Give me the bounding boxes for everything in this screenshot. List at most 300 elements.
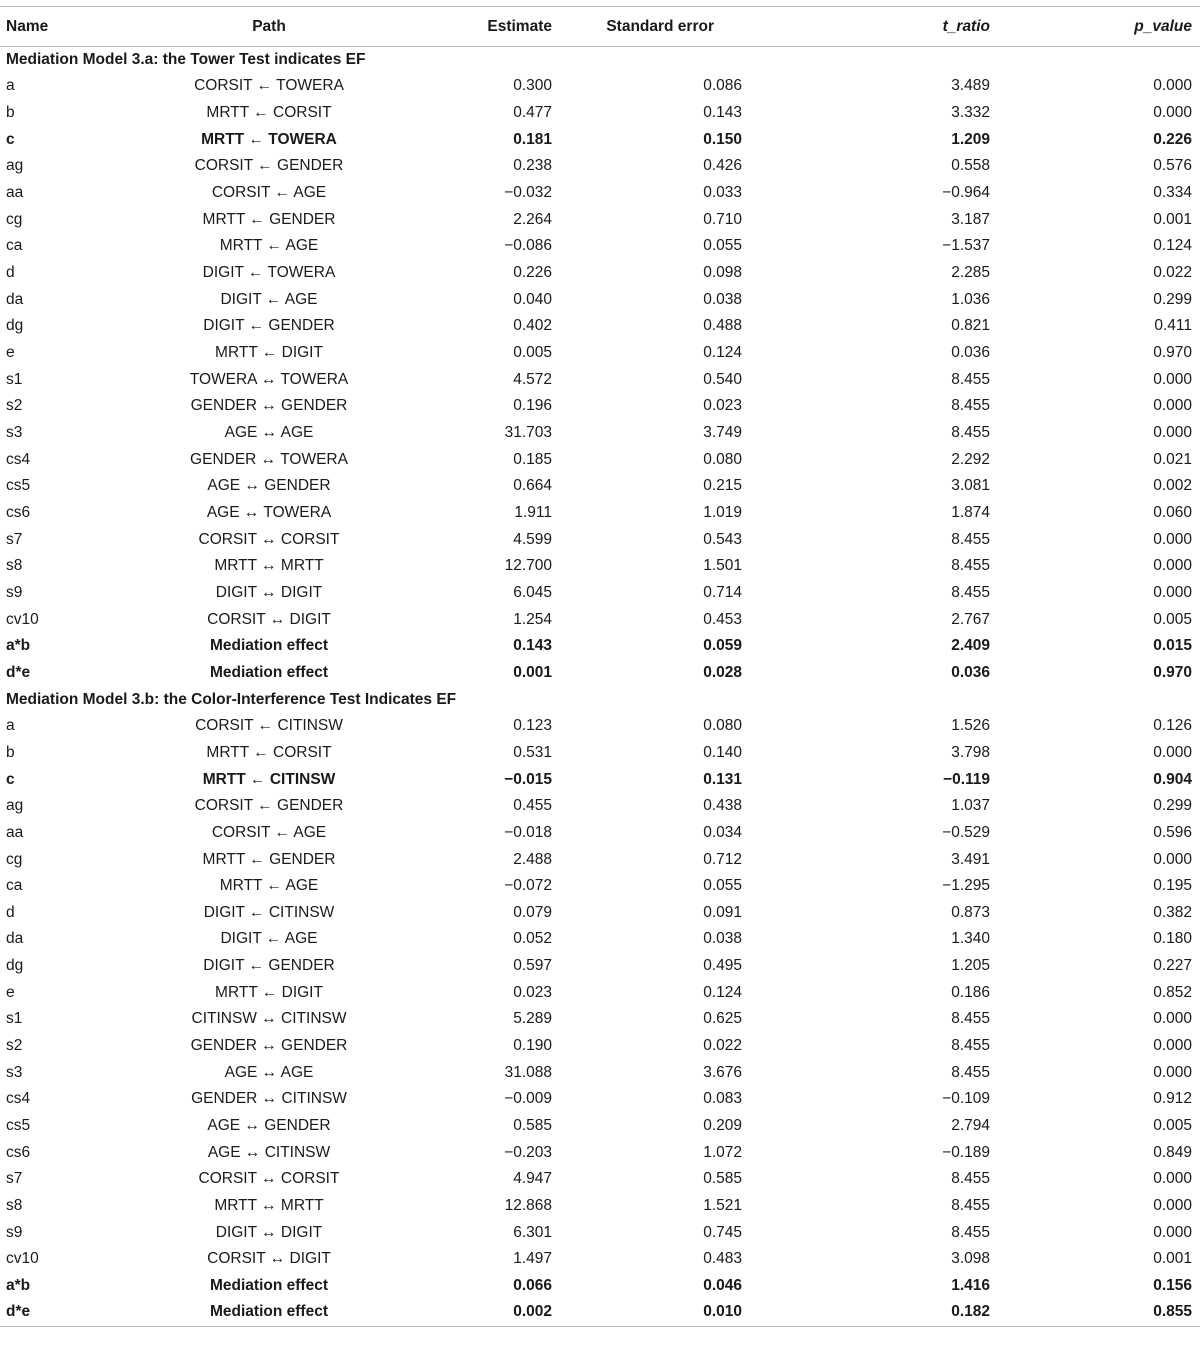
cell-standard-error: 0.453 <box>703 610 742 628</box>
table-row <box>0 1273 1200 1300</box>
cell-name: dg <box>6 957 24 975</box>
cell-t-ratio: 8.455 <box>951 530 990 548</box>
cell-p-value: 0.299 <box>1153 797 1192 815</box>
table-row <box>0 233 1200 260</box>
cell-name: cs5 <box>6 477 31 495</box>
cell-t-ratio: 2.794 <box>951 1117 990 1135</box>
cell-standard-error: 0.098 <box>703 264 742 282</box>
cell-standard-error: 0.426 <box>703 157 742 175</box>
cell-path: MRTT ← CORSIT <box>206 743 332 761</box>
cell-name: cs6 <box>6 503 31 521</box>
cell-standard-error: 0.086 <box>703 77 742 95</box>
cell-estimate: −0.086 <box>504 237 552 255</box>
cell-name: s7 <box>6 1170 23 1188</box>
cell-p-value: 0.576 <box>1153 157 1192 175</box>
cell-standard-error: 0.083 <box>703 1090 742 1108</box>
cell-p-value: 0.001 <box>1153 1250 1192 1268</box>
cell-p-value: 0.912 <box>1153 1090 1192 1108</box>
cell-path: GENDER ↔ GENDER <box>190 397 348 415</box>
cell-p-value: 0.000 <box>1153 1010 1192 1028</box>
table-row <box>0 1033 1200 1060</box>
cell-estimate: 0.079 <box>513 903 552 921</box>
table-row <box>0 526 1200 553</box>
cell-p-value: 0.000 <box>1153 583 1192 601</box>
table-row <box>0 1193 1200 1220</box>
cell-standard-error: 0.010 <box>703 1303 742 1321</box>
cell-estimate: −0.009 <box>504 1090 552 1108</box>
cell-path: Mediation effect <box>210 1303 328 1321</box>
cell-name: a <box>6 77 15 95</box>
table-row <box>0 553 1200 580</box>
table-row <box>0 1166 1200 1193</box>
cell-p-value: 0.180 <box>1153 930 1192 948</box>
cell-estimate: 0.531 <box>513 743 552 761</box>
cell-name: s1 <box>6 370 23 388</box>
section-title: Mediation Model 3.b: the Color-Interference Test Indicates EF <box>6 690 457 708</box>
cell-p-value: 0.005 <box>1153 610 1192 628</box>
cell-t-ratio: −1.295 <box>942 877 990 895</box>
cell-p-value: 0.334 <box>1153 184 1192 202</box>
cell-estimate: 0.664 <box>513 477 552 495</box>
cell-standard-error: 0.022 <box>703 1037 742 1055</box>
cell-t-ratio: −0.529 <box>942 823 990 841</box>
cell-estimate: 0.226 <box>513 264 552 282</box>
cell-t-ratio: 3.332 <box>951 104 990 122</box>
table-body <box>0 47 1200 1327</box>
cell-p-value: 0.849 <box>1153 1143 1192 1161</box>
header-estimate: Estimate <box>487 17 552 35</box>
table-row <box>0 873 1200 900</box>
header-path: Path <box>252 17 286 35</box>
cell-estimate: 0.455 <box>513 797 552 815</box>
cell-p-value: 0.226 <box>1153 130 1192 148</box>
table-row <box>0 1059 1200 1086</box>
cell-name: dg <box>6 317 24 335</box>
cell-p-value: 0.855 <box>1153 1303 1192 1321</box>
cell-t-ratio: 8.455 <box>951 370 990 388</box>
cell-standard-error: 1.072 <box>703 1143 742 1161</box>
cell-p-value: 0.411 <box>1154 317 1192 335</box>
cell-t-ratio: 0.036 <box>951 663 990 681</box>
cell-name: cg <box>6 210 23 228</box>
cell-estimate: 5.289 <box>513 1010 552 1028</box>
cell-estimate: 0.238 <box>513 157 552 175</box>
cell-p-value: 0.970 <box>1153 663 1192 681</box>
cell-name: da <box>6 290 24 308</box>
table-row <box>0 1219 1200 1246</box>
cell-path: CORSIT ↔ DIGIT <box>207 610 331 628</box>
cell-p-value: 0.227 <box>1153 957 1192 975</box>
cell-path: AGE ↔ AGE <box>224 1063 314 1081</box>
cell-p-value: 0.596 <box>1153 823 1192 841</box>
cell-standard-error: 0.055 <box>703 237 742 255</box>
cell-name: s2 <box>6 397 23 415</box>
cell-t-ratio: 8.455 <box>951 583 990 601</box>
cell-path: MRTT ← DIGIT <box>215 983 323 1001</box>
table-row <box>0 1086 1200 1113</box>
cell-p-value: 0.124 <box>1153 237 1192 255</box>
cell-t-ratio: 8.455 <box>951 1063 990 1081</box>
table-row <box>0 633 1200 660</box>
cell-t-ratio: −0.109 <box>942 1090 990 1108</box>
cell-name: d*e <box>6 663 31 681</box>
table-row <box>0 793 1200 820</box>
cell-path: DIGIT ← AGE <box>220 290 318 308</box>
cell-t-ratio: 1.209 <box>951 130 990 148</box>
table-row <box>0 979 1200 1006</box>
cell-path: AGE ↔ TOWERA <box>206 503 332 521</box>
cell-name: s8 <box>6 1197 23 1215</box>
cell-path: TOWERA ↔ TOWERA <box>189 370 349 388</box>
cell-path: CORSIT ← GENDER <box>194 157 344 175</box>
cell-t-ratio: 3.489 <box>951 77 990 95</box>
cell-path: DIGIT ↔ DIGIT <box>215 1223 323 1241</box>
cell-t-ratio: 0.558 <box>951 157 990 175</box>
cell-estimate: 0.023 <box>513 983 552 1001</box>
cell-standard-error: 0.495 <box>703 957 742 975</box>
cell-standard-error: 0.091 <box>703 903 742 921</box>
table-row <box>0 1139 1200 1166</box>
cell-standard-error: 0.438 <box>703 797 742 815</box>
cell-t-ratio: 2.285 <box>951 264 990 282</box>
cell-estimate: −0.015 <box>504 770 552 788</box>
cell-p-value: 0.382 <box>1153 903 1192 921</box>
cell-p-value: 0.904 <box>1153 770 1192 788</box>
cell-name: cg <box>6 850 23 868</box>
cell-standard-error: 1.521 <box>703 1197 742 1215</box>
cell-estimate: 12.700 <box>504 557 552 575</box>
cell-estimate: 2.264 <box>513 210 552 228</box>
table-row <box>0 313 1200 340</box>
cell-estimate: 0.402 <box>513 317 552 335</box>
table-row <box>0 713 1200 740</box>
table-row <box>0 473 1200 500</box>
section-header-row <box>0 47 1200 74</box>
cell-standard-error: 0.140 <box>703 743 742 761</box>
cell-path: Mediation effect <box>210 1277 328 1295</box>
cell-path: AGE ↔ GENDER <box>207 1117 331 1135</box>
cell-estimate: 1.254 <box>513 610 552 628</box>
cell-estimate: 6.301 <box>513 1223 552 1241</box>
cell-estimate: 0.190 <box>513 1037 552 1055</box>
cell-standard-error: 0.710 <box>703 210 742 228</box>
cell-standard-error: 3.749 <box>703 424 742 442</box>
cell-t-ratio: 8.455 <box>951 557 990 575</box>
cell-t-ratio: 2.409 <box>951 637 990 655</box>
cell-t-ratio: 8.455 <box>951 1223 990 1241</box>
cell-path: CORSIT ↔ DIGIT <box>207 1250 331 1268</box>
cell-p-value: 0.970 <box>1153 344 1192 362</box>
cell-path: DIGIT ← TOWERA <box>202 264 336 282</box>
cell-standard-error: 0.543 <box>703 530 742 548</box>
cell-path: GENDER ↔ GENDER <box>190 1037 348 1055</box>
cell-t-ratio: 1.036 <box>951 290 990 308</box>
cell-t-ratio: 8.455 <box>951 1010 990 1028</box>
cell-estimate: 31.703 <box>504 424 552 442</box>
cell-t-ratio: 8.455 <box>951 1037 990 1055</box>
cell-path: GENDER ↔ CITINSW <box>191 1090 347 1108</box>
header-t-ratio: t_ratio <box>942 17 990 35</box>
table-row <box>0 126 1200 153</box>
cell-estimate: 0.002 <box>513 1303 552 1321</box>
cell-name: s1 <box>6 1010 23 1028</box>
cell-p-value: 0.000 <box>1153 530 1192 548</box>
cell-p-value: 0.000 <box>1153 850 1192 868</box>
table-row <box>0 580 1200 607</box>
cell-t-ratio: −0.119 <box>943 770 990 788</box>
cell-name: da <box>6 930 24 948</box>
cell-estimate: 0.300 <box>513 77 552 95</box>
cell-standard-error: 0.540 <box>703 370 742 388</box>
cell-p-value: 0.005 <box>1153 1117 1192 1135</box>
cell-path: AGE ↔ AGE <box>224 424 314 442</box>
table-row <box>0 393 1200 420</box>
cell-standard-error: 1.501 <box>703 557 742 575</box>
cell-name: d*e <box>6 1303 31 1321</box>
cell-t-ratio: 3.187 <box>951 210 990 228</box>
cell-standard-error: 0.745 <box>703 1223 742 1241</box>
cell-estimate: −0.018 <box>504 823 552 841</box>
table-row <box>0 1006 1200 1033</box>
table-row <box>0 953 1200 980</box>
cell-t-ratio: 3.098 <box>951 1250 990 1268</box>
cell-name: s8 <box>6 557 23 575</box>
cell-name: e <box>6 344 15 362</box>
cell-path: DIGIT ← AGE <box>220 930 318 948</box>
table-row <box>0 500 1200 527</box>
cell-path: Mediation effect <box>210 637 328 655</box>
cell-name: c <box>6 130 15 148</box>
table-row <box>0 366 1200 393</box>
cell-p-value: 0.000 <box>1153 424 1192 442</box>
cell-name: s2 <box>6 1037 23 1055</box>
cell-name: a*b <box>6 637 31 655</box>
section-title: Mediation Model 3.a: the Tower Test indicates EF <box>6 51 366 69</box>
cell-standard-error: 0.215 <box>703 477 742 495</box>
table-row <box>0 926 1200 953</box>
cell-name: cv10 <box>6 610 39 628</box>
cell-estimate: 1.497 <box>513 1250 552 1268</box>
table-row <box>0 286 1200 313</box>
cell-p-value: 0.015 <box>1153 637 1192 655</box>
table-row <box>0 260 1200 287</box>
cell-p-value: 0.000 <box>1153 743 1192 761</box>
cell-standard-error: 0.055 <box>703 877 742 895</box>
cell-estimate: 0.123 <box>513 717 552 735</box>
cell-standard-error: 0.483 <box>703 1250 742 1268</box>
cell-standard-error: 0.714 <box>703 583 742 601</box>
cell-t-ratio: 1.205 <box>951 957 990 975</box>
cell-standard-error: 0.046 <box>703 1277 742 1295</box>
cell-p-value: 0.000 <box>1153 1170 1192 1188</box>
cell-t-ratio: 0.182 <box>951 1303 990 1321</box>
cell-estimate: 0.597 <box>513 957 552 975</box>
cell-t-ratio: −1.537 <box>942 237 990 255</box>
cell-path: MRTT ← AGE <box>219 237 319 255</box>
cell-p-value: 0.000 <box>1153 77 1192 95</box>
cell-estimate: 0.585 <box>513 1117 552 1135</box>
cell-p-value: 0.000 <box>1153 397 1192 415</box>
cell-estimate: 2.488 <box>513 850 552 868</box>
cell-p-value: 0.000 <box>1153 370 1192 388</box>
cell-estimate: 0.477 <box>513 104 552 122</box>
table-row <box>0 606 1200 633</box>
cell-name: cs4 <box>6 450 31 468</box>
cell-estimate: 0.181 <box>513 130 552 148</box>
cell-t-ratio: 8.455 <box>951 397 990 415</box>
cell-t-ratio: 1.526 <box>951 717 990 735</box>
cell-p-value: 0.000 <box>1153 1063 1192 1081</box>
table-row <box>0 446 1200 473</box>
cell-t-ratio: 8.455 <box>951 424 990 442</box>
cell-t-ratio: 0.186 <box>951 983 990 1001</box>
cell-path: CORSIT ← AGE <box>211 823 327 841</box>
cell-path: MRTT ← TOWERA <box>201 130 337 148</box>
cell-estimate: 6.045 <box>513 583 552 601</box>
cell-t-ratio: 0.821 <box>951 317 990 335</box>
cell-path: MRTT ← CORSIT <box>206 104 332 122</box>
cell-path: Mediation effect <box>210 663 328 681</box>
header-standard-error: Standard error <box>606 17 714 35</box>
table-row <box>0 1113 1200 1140</box>
cell-estimate: 0.143 <box>513 637 552 655</box>
table-row <box>0 340 1200 367</box>
header-name: Name <box>6 17 49 35</box>
cell-name: s9 <box>6 583 23 601</box>
cell-name: cs4 <box>6 1090 31 1108</box>
cell-name: cs5 <box>6 1117 31 1135</box>
cell-standard-error: 0.124 <box>703 344 742 362</box>
cell-estimate: −0.032 <box>504 184 552 202</box>
header-row <box>0 7 1200 47</box>
cell-name: b <box>6 743 15 761</box>
cell-p-value: 0.000 <box>1153 1037 1192 1055</box>
cell-path: CORSIT ← TOWERA <box>194 77 344 95</box>
cell-name: aa <box>6 184 24 202</box>
cell-standard-error: 0.209 <box>703 1117 742 1135</box>
cell-path: AGE ↔ CITINSW <box>207 1143 331 1161</box>
cell-p-value: 0.195 <box>1153 877 1192 895</box>
table-row <box>0 206 1200 233</box>
cell-t-ratio: 0.873 <box>951 903 990 921</box>
cell-path: GENDER ↔ TOWERA <box>190 450 348 468</box>
cell-standard-error: 0.080 <box>703 717 742 735</box>
cell-name: s3 <box>6 424 23 442</box>
cell-standard-error: 0.124 <box>703 983 742 1001</box>
cell-standard-error: 0.023 <box>703 397 742 415</box>
cell-estimate: 0.185 <box>513 450 552 468</box>
table-row <box>0 100 1200 127</box>
section-header-row <box>0 686 1200 713</box>
cell-standard-error: 0.625 <box>703 1010 742 1028</box>
cell-p-value: 0.001 <box>1153 210 1192 228</box>
cell-standard-error: 0.059 <box>703 637 742 655</box>
cell-t-ratio: 3.081 <box>951 477 990 495</box>
cell-t-ratio: 3.798 <box>951 743 990 761</box>
cell-estimate: 0.066 <box>513 1277 552 1295</box>
cell-estimate: 0.040 <box>513 290 552 308</box>
table-row <box>0 846 1200 873</box>
table-row <box>0 73 1200 100</box>
cell-p-value: 0.060 <box>1153 503 1192 521</box>
cell-t-ratio: 2.767 <box>951 610 990 628</box>
cell-standard-error: 0.028 <box>703 663 742 681</box>
cell-p-value: 0.000 <box>1153 1223 1192 1241</box>
cell-estimate: 0.005 <box>513 344 552 362</box>
cell-p-value: 0.852 <box>1153 983 1192 1001</box>
cell-name: ca <box>6 237 23 255</box>
cell-estimate: 0.052 <box>513 930 552 948</box>
cell-path: DIGIT ← GENDER <box>203 317 335 335</box>
cell-standard-error: 0.034 <box>703 823 742 841</box>
cell-path: MRTT ← CITINSW <box>202 770 336 788</box>
cell-name: b <box>6 104 15 122</box>
cell-t-ratio: 8.455 <box>951 1197 990 1215</box>
cell-path: AGE ↔ GENDER <box>207 477 331 495</box>
cell-estimate: 0.196 <box>513 397 552 415</box>
cell-t-ratio: 2.292 <box>951 450 990 468</box>
table-row <box>0 1299 1200 1326</box>
cell-name: c <box>6 770 15 788</box>
cell-path: CITINSW ↔ CITINSW <box>191 1010 347 1028</box>
cell-t-ratio: 1.416 <box>951 1277 990 1295</box>
cell-standard-error: 0.033 <box>703 184 742 202</box>
cell-path: MRTT ← DIGIT <box>215 344 323 362</box>
cell-p-value: 0.002 <box>1153 477 1192 495</box>
cell-estimate: 0.001 <box>513 663 552 681</box>
cell-t-ratio: 0.036 <box>951 344 990 362</box>
cell-name: cs6 <box>6 1143 31 1161</box>
cell-standard-error: 0.150 <box>703 130 742 148</box>
cell-t-ratio: −0.189 <box>942 1143 990 1161</box>
cell-name: ca <box>6 877 23 895</box>
cell-estimate: 4.572 <box>513 370 552 388</box>
cell-t-ratio: −0.964 <box>942 184 990 202</box>
cell-path: MRTT ← GENDER <box>202 850 336 868</box>
cell-t-ratio: 1.874 <box>951 503 990 521</box>
cell-path: MRTT ← GENDER <box>202 210 336 228</box>
cell-path: CORSIT ↔ CORSIT <box>198 1170 340 1188</box>
table-row <box>0 900 1200 927</box>
cell-t-ratio: 1.037 <box>951 797 990 815</box>
cell-estimate: −0.203 <box>504 1143 552 1161</box>
cell-standard-error: 3.676 <box>703 1063 742 1081</box>
cell-estimate: 12.868 <box>504 1197 552 1215</box>
cell-t-ratio: 1.340 <box>951 930 990 948</box>
cell-p-value: 0.126 <box>1153 717 1192 735</box>
header-p-value: p_value <box>1134 17 1192 35</box>
cell-path: DIGIT ← GENDER <box>203 957 335 975</box>
cell-standard-error: 0.585 <box>703 1170 742 1188</box>
cell-p-value: 0.021 <box>1153 450 1192 468</box>
cell-standard-error: 0.080 <box>703 450 742 468</box>
table-row <box>0 740 1200 767</box>
cell-path: MRTT ← AGE <box>219 877 319 895</box>
cell-name: aa <box>6 823 24 841</box>
cell-estimate: 1.911 <box>514 503 552 521</box>
cell-name: d <box>6 903 15 921</box>
cell-name: ag <box>6 157 24 175</box>
cell-name: s9 <box>6 1223 23 1241</box>
table-row <box>0 420 1200 447</box>
table-row <box>0 766 1200 793</box>
cell-path: CORSIT ← CITINSW <box>195 717 343 735</box>
cell-p-value: 0.000 <box>1153 1197 1192 1215</box>
table-row <box>0 820 1200 847</box>
cell-standard-error: 0.143 <box>703 104 742 122</box>
cell-standard-error: 0.131 <box>703 770 742 788</box>
cell-path: CORSIT ↔ CORSIT <box>198 530 340 548</box>
